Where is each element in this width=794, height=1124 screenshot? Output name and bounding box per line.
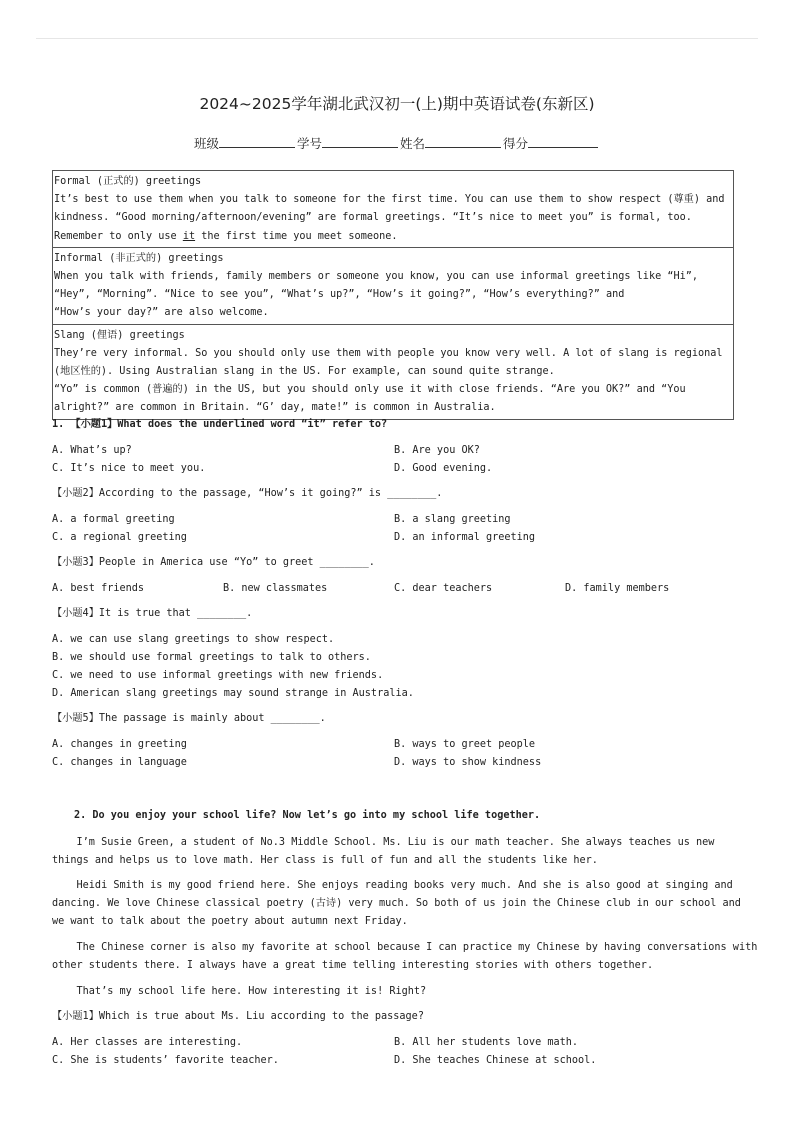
slang-greetings-row bbox=[53, 324, 734, 419]
informal-line-1: When you talk with friends, family members or someone you know, you can use informal greetings like “Hi”, bbox=[54, 271, 699, 283]
informal-greetings-row bbox=[53, 247, 734, 324]
underlined-word-it: it bbox=[182, 230, 196, 242]
reading-passage-table bbox=[52, 170, 734, 420]
formal-greetings-row bbox=[53, 171, 734, 248]
q2-stem: 2. Do you enjoy your school life? Now let’s go into my school life together. bbox=[74, 810, 541, 821]
q1-sub5-option-b[interactable]: B. ways to greet people bbox=[394, 739, 536, 750]
q1-sub2-stem: 【小题2】According to the passage, “How’s it going?” is ________. bbox=[52, 488, 443, 499]
exam-title: 2024~2025学年湖北武汉初一(上)期中英语试卷(东新区) bbox=[199, 95, 595, 113]
q1-sub4-option-a[interactable]: A. we can use slang greetings to show respect. bbox=[52, 634, 335, 645]
q2-paragraph-1 bbox=[52, 834, 742, 870]
q2-p2-line-2: dancing. We love Chinese classical poetry (古诗) very much. So both of us join the Chinese club in our school and bbox=[52, 898, 741, 910]
q2-p1-line-2: things and helps us to love math. Her class is full of fun and all the students like her. bbox=[52, 855, 598, 867]
class-blank[interactable] bbox=[219, 146, 295, 148]
q1-stem: 1. 【小题1】What does the underlined word “it” refer to? bbox=[52, 419, 388, 430]
q2-paragraph-4 bbox=[52, 983, 742, 1001]
q1-sub5-option-c[interactable]: C. changes in language bbox=[52, 757, 187, 768]
q2-p2-line-1: Heidi Smith is my good friend here. She enjoys reading books very much. And she is also good at singing and bbox=[52, 880, 733, 891]
q1-sub5-option-d[interactable]: D. ways to show kindness bbox=[394, 757, 542, 768]
q2-sub1-option-a[interactable]: A. Her classes are interesting. bbox=[52, 1037, 243, 1048]
q2-p2-line-3: we want to talk about the poetry about autumn next Friday. bbox=[52, 916, 408, 928]
slang-heading: Slang (俚语) greetings bbox=[54, 329, 185, 341]
slang-line-1: They’re very informal. So you should only use them with people you know very well. A lot of slang is regional bbox=[54, 347, 723, 359]
q1-sub3-option-d[interactable]: D. family members bbox=[565, 583, 670, 594]
class-label: 班级 bbox=[193, 136, 219, 151]
slang-line-3: “Yo” is common (普遍的) in the US, but you should only use it with close friends. “Are you OK?” and “You bbox=[54, 384, 686, 396]
q2-sub1-option-d[interactable]: D. She teaches Chinese at school. bbox=[394, 1055, 597, 1066]
q2-paragraph-2 bbox=[52, 877, 742, 932]
name-label: 姓名 bbox=[400, 136, 426, 151]
q1-sub2-option-b[interactable]: B. a slang greeting bbox=[394, 514, 511, 525]
q2-p1-line-1: I’m Susie Green, a student of No.3 Middle School. Ms. Liu is our math teacher. She always teaches us new bbox=[52, 837, 715, 848]
q1-sub4-stem: 【小题4】It is true that ________. bbox=[52, 608, 253, 619]
q2-sub1-option-b[interactable]: B. All her students love math. bbox=[394, 1037, 579, 1048]
formal-heading: Formal (正式的) greetings bbox=[54, 176, 202, 187]
q1-sub3-option-c[interactable]: C. dear teachers bbox=[394, 583, 493, 594]
q2-p3-line-2: other students there. I always have a great time telling interesting stories with others together. bbox=[52, 960, 654, 972]
name-blank[interactable] bbox=[425, 146, 501, 148]
score-label: 得分 bbox=[503, 136, 529, 151]
q1-option-b[interactable]: B. Are you OK? bbox=[394, 445, 480, 456]
q1-sub3-option-a[interactable]: A. best friends bbox=[52, 583, 145, 594]
formal-greetings-cell bbox=[53, 171, 734, 248]
q1-sub4-option-d[interactable]: D. American slang greetings may sound strange in Australia. bbox=[52, 688, 414, 699]
q1-sub5-stem: 【小题5】The passage is mainly about ________. bbox=[52, 713, 326, 724]
q1-option-d[interactable]: D. Good evening. bbox=[394, 463, 493, 474]
q2-p4-line-1: That’s my school life here. How interesting it is! Right? bbox=[52, 986, 427, 997]
q1-sub4-option-b[interactable]: B. we should use formal greetings to talk to others. bbox=[52, 652, 371, 663]
informal-line-2: “Hey”, “Morning”. “Nice to see you”, “What’s up?”, “How’s it going?”, “How’s everything?” and bbox=[54, 289, 625, 301]
formal-line-3 bbox=[54, 228, 733, 246]
q1-sub5-option-a[interactable]: A. changes in greeting bbox=[52, 739, 187, 750]
slang-line-4: alright?” are common in Britain. “G’ day, mate!” is common in Australia. bbox=[54, 402, 496, 414]
formal-line-3-end: the first time you meet someone. bbox=[195, 230, 398, 242]
q2-p3-line-1: The Chinese corner is also my favorite at school because I can practice my Chinese by having conversations with bbox=[52, 942, 758, 953]
student-id-blank[interactable] bbox=[322, 146, 398, 148]
q1-option-c[interactable]: C. It’s nice to meet you. bbox=[52, 463, 206, 474]
informal-line-3: “How’s your day?” are also welcome. bbox=[54, 307, 269, 319]
slang-greetings-cell bbox=[53, 324, 734, 419]
q1-option-a[interactable]: A. What’s up? bbox=[52, 445, 132, 456]
score-blank[interactable] bbox=[528, 146, 598, 148]
informal-heading: Informal (非正式的) greetings bbox=[54, 252, 224, 264]
informal-greetings-cell bbox=[53, 247, 734, 324]
q1-sub2-option-a[interactable]: A. a formal greeting bbox=[52, 514, 175, 525]
q1-sub2-option-d[interactable]: D. an informal greeting bbox=[394, 532, 536, 543]
q2-sub1-option-c[interactable]: C. She is students’ favorite teacher. bbox=[52, 1055, 279, 1066]
formal-line-3-start: Remember to only use bbox=[54, 230, 183, 242]
slang-line-2: (地区性的). Using Australian slang in the US. For example, can sound quite strange. bbox=[54, 366, 555, 378]
q2-sub1-stem: 【小题1】Which is true about Ms. Liu according to the passage? bbox=[52, 1011, 424, 1022]
formal-line-2: kindness. “Good morning/afternoon/evening” are formal greetings. “It’s nice to meet you” is formal, too. bbox=[54, 212, 692, 224]
header-divider bbox=[36, 38, 758, 39]
q1-sub3-stem: 【小题3】People in America use “Yo” to greet ________. bbox=[52, 557, 375, 568]
q1-sub2-option-c[interactable]: C. a regional greeting bbox=[52, 532, 187, 543]
q1-sub3-option-b[interactable]: B. new classmates bbox=[223, 583, 328, 594]
q2-paragraph-3 bbox=[52, 939, 758, 975]
q1-sub4-option-c[interactable]: C. we need to use informal greetings with new friends. bbox=[52, 670, 384, 681]
formal-line-1: It’s best to use them when you talk to someone for the first time. You can use them to show respect (尊重) and bbox=[54, 194, 725, 206]
student-id-label: 学号 bbox=[296, 136, 322, 151]
student-info-line bbox=[0, 134, 794, 152]
